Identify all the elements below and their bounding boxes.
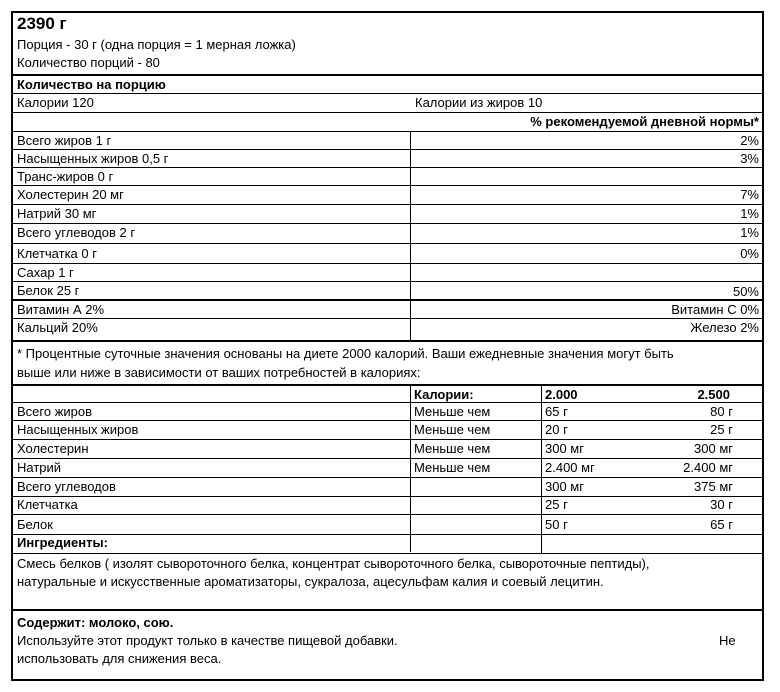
- ref-cond: Меньше чем: [414, 441, 491, 456]
- ref-v1: 20 г: [545, 422, 568, 437]
- ref-cond: Меньше чем: [414, 460, 491, 475]
- ref-cond: Меньше чем: [414, 422, 491, 437]
- nutrient-name: Холестерин 20 мг: [17, 187, 124, 202]
- footnote-line-2: выше или ниже в зависимости от ваших потребностей в калориях:: [17, 365, 421, 380]
- nutrient-name: Насыщенных жиров 0,5 г: [17, 151, 169, 166]
- reference-table: [13, 386, 762, 554]
- nutrient-name: Сахар 1 г: [17, 265, 74, 280]
- divider: [13, 340, 762, 342]
- usage-line-1-right: Не: [719, 633, 736, 648]
- ref-cond: Меньше чем: [414, 404, 491, 419]
- vitamin-left: Витамин А 2%: [17, 302, 105, 317]
- ingredients-line-1: Смесь белков ( изолят сывороточного белка, концентрат сывороточного белка, сывороточные пептиды),: [17, 556, 650, 571]
- calories-from-fat: Калории из жиров 10: [415, 95, 543, 110]
- ref-v2: 2.400 мг: [683, 460, 733, 475]
- ref-name: Натрий: [17, 460, 62, 475]
- nutrient-name: Белок 25 г: [17, 283, 80, 298]
- vitamin-left: Кальций 20%: [17, 320, 98, 335]
- ref-calories-label: Калории:: [414, 387, 474, 402]
- nutrient-dv: 3%: [740, 151, 759, 166]
- ref-v2: 375 мг: [694, 479, 733, 494]
- ref-v1: 25 г: [545, 497, 568, 512]
- divider: [13, 93, 762, 94]
- ingredients-heading: Ингредиенты:: [17, 535, 108, 550]
- ref-v1: 65 г: [545, 404, 568, 419]
- ref-v1: 2.400 мг: [545, 460, 595, 475]
- divider: [13, 609, 762, 611]
- nutrient-name: Транс-жиров 0 г: [17, 169, 114, 184]
- nutrient-name: Всего жиров 1 г: [17, 133, 112, 148]
- product-weight: 2390 г: [17, 14, 67, 33]
- ref-v1: 300 мг: [545, 441, 584, 456]
- nutrient-name: Всего углеводов 2 г: [17, 225, 136, 240]
- ingredients-line-2: натуральные и искусственные ароматизаторы, сукралоза, ацесульфам калия и соевый лецитин.: [17, 574, 604, 589]
- serving-size: Порция - 30 г (одна порция = 1 мерная ложка): [17, 37, 296, 52]
- ref-name: Всего углеводов: [17, 479, 116, 494]
- ref-v2: 30 г: [710, 497, 733, 512]
- ref-col-2500: 2.500: [697, 387, 730, 402]
- vitamins-table: [13, 301, 762, 341]
- nutrient-table: [13, 132, 762, 300]
- ref-col-2000: 2.000: [545, 387, 578, 402]
- ref-v1: 300 мг: [545, 479, 584, 494]
- nutrient-dv: 7%: [740, 187, 759, 202]
- ref-v2: 65 г: [710, 517, 733, 532]
- ref-name: Холестерин: [17, 441, 89, 456]
- nutrient-name: Натрий 30 мг: [17, 206, 97, 221]
- divider: [13, 74, 762, 76]
- nutrient-name: Клетчатка 0 г: [17, 246, 97, 261]
- ref-v2: 300 мг: [694, 441, 733, 456]
- ref-name: Белок: [17, 517, 53, 532]
- usage-line-1: Используйте этот продукт только в качестве пищевой добавки.: [17, 633, 398, 648]
- daily-value-heading: % рекомендуемой дневной нормы*: [530, 114, 759, 129]
- ref-name: Клетчатка: [17, 497, 78, 512]
- nutrient-dv: 2%: [740, 133, 759, 148]
- ref-v2: 25 г: [710, 422, 733, 437]
- divider: [13, 112, 762, 113]
- ref-v1: 50 г: [545, 517, 568, 532]
- nutrient-dv: 50%: [732, 284, 759, 299]
- nutrition-label: [11, 11, 764, 681]
- vitamin-right: Витамин С 0%: [671, 302, 759, 317]
- vitamin-right: Железо 2%: [690, 320, 759, 335]
- ref-v2: 80 г: [710, 404, 733, 419]
- nutrient-dv: 0%: [740, 246, 759, 261]
- footnote-line-1: * Процентные суточные значения основаны на диете 2000 калорий. Ваши ежедневные значения могут быть: [17, 346, 674, 361]
- servings-per-container: Количество порций - 80: [17, 55, 160, 70]
- usage-line-2: использовать для снижения веса.: [17, 651, 222, 666]
- calories: Калории 120: [17, 95, 94, 110]
- ref-name: Всего жиров: [17, 404, 93, 419]
- allergens: Содержит: молоко, сою.: [17, 615, 174, 630]
- nutrient-dv: 1%: [740, 206, 759, 221]
- nutrient-dv: 1%: [740, 225, 759, 240]
- amount-per-serving-heading: Количество на порцию: [17, 77, 166, 92]
- ref-name: Насыщенных жиров: [17, 422, 139, 437]
- divider: [13, 553, 762, 554]
